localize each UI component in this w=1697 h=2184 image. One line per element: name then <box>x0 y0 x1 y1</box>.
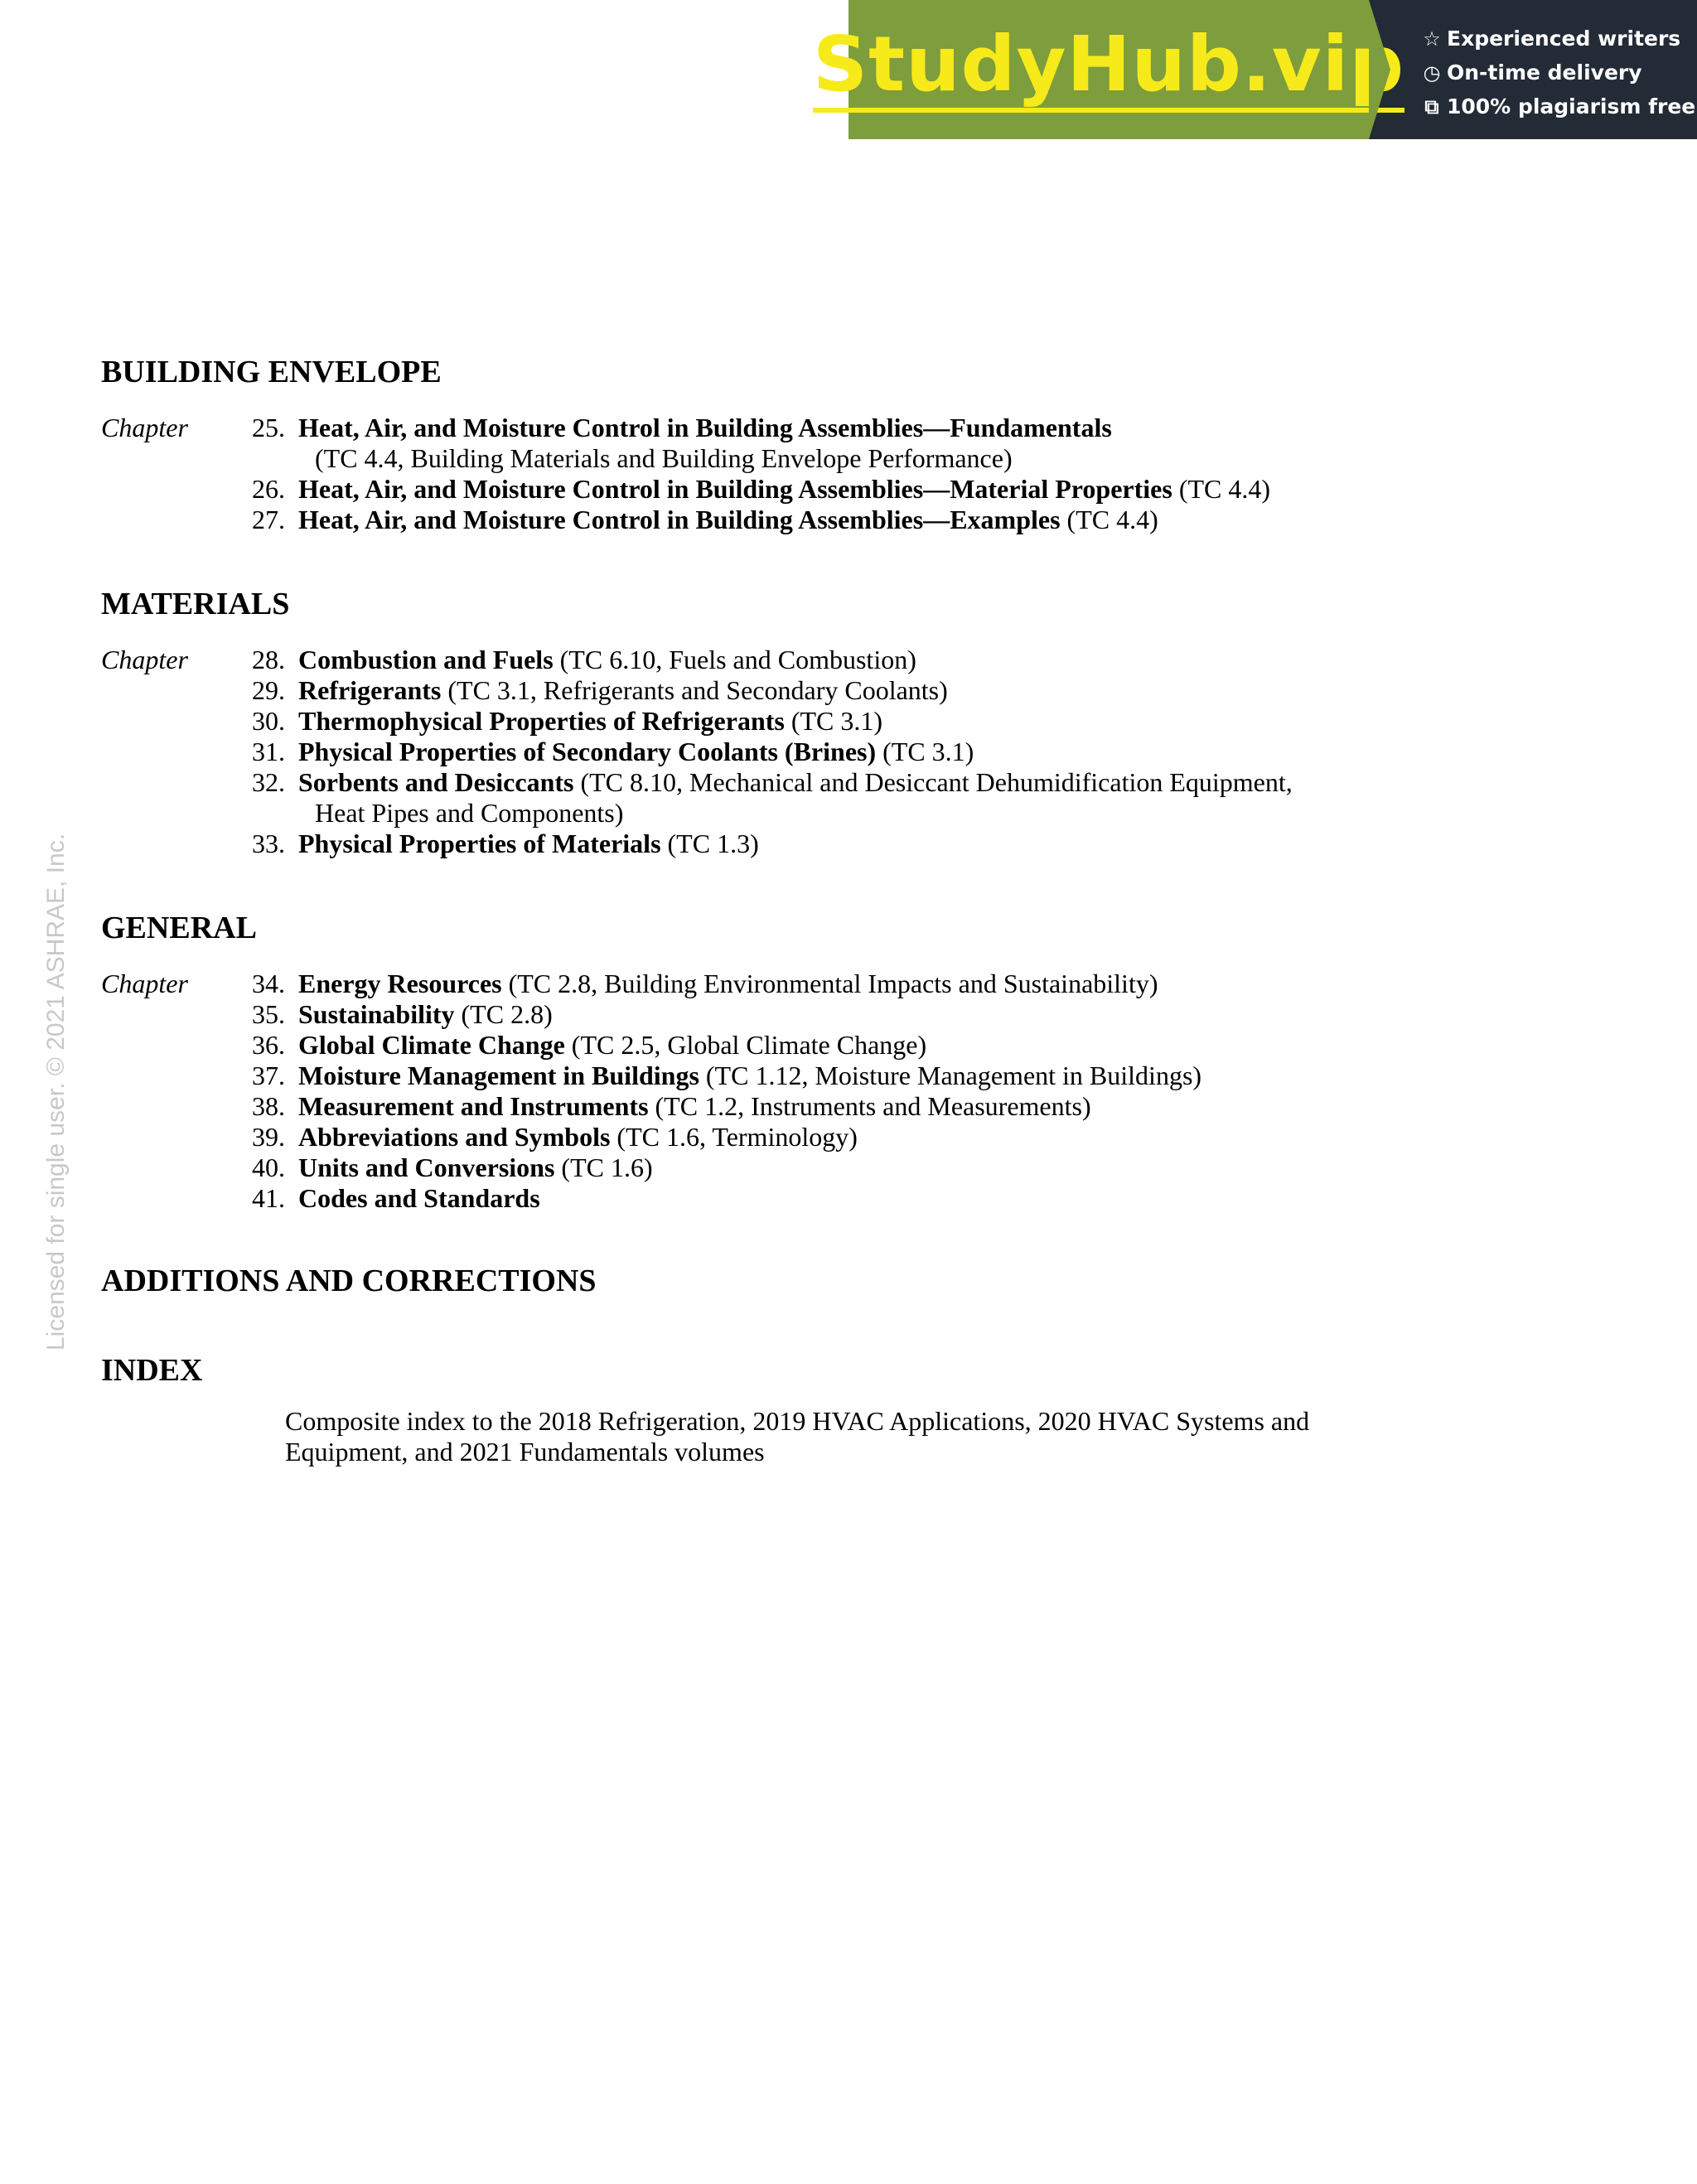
chapter-title: Measurement and Instruments <box>298 1091 649 1121</box>
chapter-note: (TC 3.1) <box>784 706 883 736</box>
chapter-note: (TC 1.6) <box>554 1152 653 1182</box>
chapter-title: Heat, Air, and Moisture Control in Building Assemblies—Material Properties <box>298 474 1172 504</box>
chapter-number: 41. <box>252 1183 285 1213</box>
banner-features <box>1369 0 1697 139</box>
chapter-title: Abbreviations and Symbols <box>298 1122 611 1152</box>
chapter-title: Sustainability <box>298 999 455 1029</box>
chapter-number: 29. <box>252 675 285 705</box>
star-icon: ☆ <box>1423 27 1441 51</box>
chapter-note: (TC 4.4, Building Materials and Building Envelope Performance) <box>315 443 1013 473</box>
chapter-title: Moisture Management in Buildings <box>298 1061 699 1090</box>
studyhub-banner[interactable] <box>812 0 1697 139</box>
chapter-number: 27. <box>252 505 285 534</box>
section-heading-materials: MATERIALS <box>101 587 290 621</box>
chapter-entry-25 <box>234 413 1394 474</box>
section-heading-additions-corrections: ADDITIONS AND CORRECTIONS <box>101 1264 597 1298</box>
chapter-title: Units and Conversions <box>298 1152 555 1182</box>
chapter-number: 26. <box>252 474 285 504</box>
section-heading-index: INDEX <box>101 1353 203 1388</box>
chapter-number: 32. <box>252 767 285 797</box>
feature-label: Experienced writers <box>1447 27 1681 51</box>
feature-on-time-delivery <box>1420 56 1697 89</box>
chapter-note: (TC 1.6, Terminology) <box>610 1122 858 1152</box>
section-heading-general: GENERAL <box>101 911 257 945</box>
chapter-number: 38. <box>252 1091 285 1121</box>
contents-page <box>101 356 1394 1467</box>
section-heading-building-envelope: BUILDING ENVELOPE <box>101 355 442 389</box>
chapter-number: 34. <box>252 969 285 998</box>
index-description-line-1: Composite index to the 2018 Refrigeration, 2019 HVAC Applications, 2020 HVAC Systems and <box>285 1406 1310 1436</box>
chapter-entry-41 <box>234 1183 1394 1214</box>
chapter-entry-39 <box>234 1122 1394 1152</box>
chapter-number: 35. <box>252 999 285 1029</box>
chapter-title: Global Climate Change <box>298 1030 565 1060</box>
chapter-entry-33 <box>234 829 1394 859</box>
chapter-number: 25. <box>252 413 285 442</box>
chapter-note: (TC 1.2, Instruments and Measurements) <box>648 1091 1091 1121</box>
chapter-note-continued: Heat Pipes and Components) <box>315 798 624 828</box>
chapter-note: (TC 4.4) <box>1172 474 1271 504</box>
index-description <box>101 1406 1394 1467</box>
chapter-title: Energy Resources <box>298 969 502 998</box>
chapter-note: (TC 1.3) <box>660 829 759 858</box>
chapter-note: (TC 2.8) <box>454 999 553 1029</box>
chapter-note: (TC 3.1, Refrigerants and Secondary Coolants) <box>441 675 948 705</box>
index-description-line-2: Equipment, and 2021 Fundamentals volumes <box>285 1437 765 1466</box>
feature-label: On-time delivery <box>1447 60 1642 85</box>
chapter-label: Chapter <box>101 413 188 442</box>
studyhub-logo[interactable] <box>812 0 1405 139</box>
chapter-entry-35 <box>234 999 1394 1030</box>
chapter-entry-32 <box>234 767 1394 829</box>
chapter-number: 36. <box>252 1030 285 1060</box>
chapter-number: 31. <box>252 737 285 766</box>
chapter-entry-29 <box>234 675 1394 706</box>
chapter-note: (TC 6.10, Fuels and Combustion) <box>553 645 916 674</box>
feature-label: 100% plagiarism free <box>1447 94 1696 118</box>
feature-experienced-writers <box>1420 22 1697 56</box>
chapter-title: Refrigerants <box>298 675 442 705</box>
chapter-title: Codes and Standards <box>298 1183 540 1213</box>
chapter-note: (TC 4.4) <box>1060 505 1158 534</box>
license-watermark: Licensed for single user. © 2021 ASHRAE, Inc. <box>42 833 70 1351</box>
chapter-note: (TC 1.12, Moisture Management in Buildings) <box>699 1061 1202 1090</box>
chapter-entry-34 <box>234 969 1394 999</box>
chapter-title: Physical Properties of Secondary Coolants (Brines) <box>298 737 877 766</box>
chapter-entry-40 <box>234 1152 1394 1183</box>
chapter-number: 28. <box>252 645 285 674</box>
chapter-number: 33. <box>252 829 285 858</box>
chapter-note: (TC 3.1) <box>876 737 974 766</box>
chapter-title: Heat, Air, and Moisture Control in Building Assemblies—Fundamentals <box>298 413 1112 442</box>
chapter-entry-37 <box>234 1061 1394 1091</box>
chapter-title: Sorbents and Desiccants <box>298 767 574 797</box>
logo-text: StudyHub.vip <box>813 27 1404 113</box>
chapter-entry-30 <box>234 706 1394 737</box>
chapter-block-general <box>101 969 1394 1214</box>
chapter-block-building-envelope <box>101 413 1394 535</box>
copy-icon: ⧉ <box>1424 94 1439 118</box>
chapter-entry-38 <box>234 1091 1394 1122</box>
chapter-note: (TC 8.10, Mechanical and Desiccant Dehumidification Equipment, <box>573 767 1293 797</box>
clock-icon: ◷ <box>1423 60 1441 85</box>
chapter-number: 39. <box>252 1122 285 1152</box>
chapter-title: Combustion and Fuels <box>298 645 554 674</box>
chapter-block-materials <box>101 645 1394 859</box>
chapter-note: (TC 2.8, Building Environmental Impacts and Sustainability) <box>501 969 1158 998</box>
chapter-number: 37. <box>252 1061 285 1090</box>
chapter-entry-28 <box>234 645 1394 675</box>
chapter-note: (TC 2.5, Global Climate Change) <box>564 1030 927 1060</box>
feature-plagiarism-free <box>1420 89 1697 123</box>
chapter-title: Thermophysical Properties of Refrigerants <box>298 706 785 736</box>
chapter-title: Heat, Air, and Moisture Control in Building Assemblies—Examples <box>298 505 1061 534</box>
chapter-entry-27 <box>234 505 1394 535</box>
chapter-label: Chapter <box>101 645 188 674</box>
chapter-entry-31 <box>234 737 1394 767</box>
chapter-title: Physical Properties of Materials <box>298 829 661 858</box>
chapter-entry-26 <box>234 474 1394 505</box>
chapter-number: 40. <box>252 1152 285 1182</box>
chapter-number: 30. <box>252 706 285 736</box>
chapter-entry-36 <box>234 1030 1394 1061</box>
chapter-label: Chapter <box>101 969 188 998</box>
